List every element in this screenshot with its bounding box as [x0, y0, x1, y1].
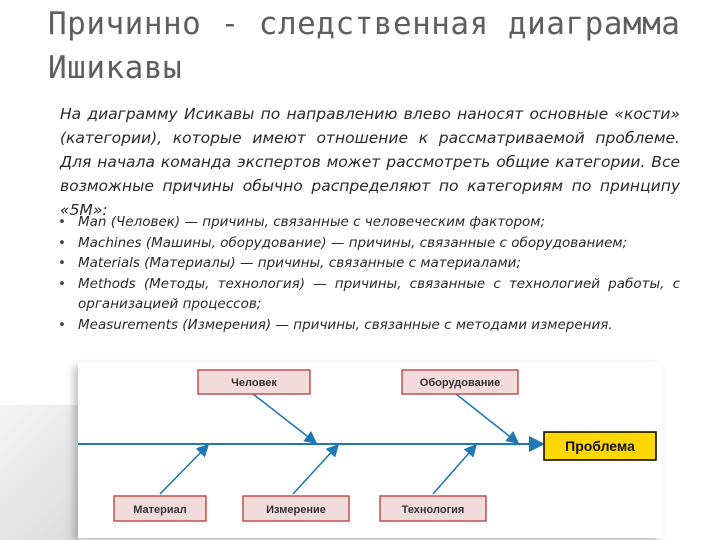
- cause-label: Технология: [401, 504, 465, 516]
- cause-label: Человек: [231, 377, 277, 389]
- bone-bottom-1: [160, 445, 208, 494]
- bullet-text: Machines (Машины, оборудование) — причины, связанные с оборудованием;: [78, 234, 628, 251]
- bone-top-1: [253, 394, 316, 443]
- ishikawa-diagram: [78, 362, 662, 538]
- cause-label: Измерение: [266, 504, 326, 516]
- categories-list: [58, 212, 680, 335]
- bullet-symbol: •: [58, 234, 66, 251]
- effect-label: Проблема: [565, 438, 635, 454]
- cause-box-technology: [380, 496, 486, 521]
- bullet-text: Methods (Методы, технология) — причины, связанные с технологией работы, с организацией процессов;: [78, 275, 680, 312]
- cause-label: Оборудование: [419, 377, 501, 389]
- bullet-symbol: •: [58, 255, 66, 271]
- decorative-shadow: [0, 405, 78, 540]
- bone-top-2: [456, 394, 518, 443]
- bullet-symbol: •: [58, 275, 66, 292]
- effect-box: [544, 432, 656, 460]
- cause-box-person: [198, 370, 310, 394]
- bone-bottom-3: [433, 445, 476, 494]
- list-item: [58, 233, 680, 254]
- cause-label: Материал: [133, 504, 187, 516]
- fishbone-svg: [78, 362, 662, 538]
- bullet-text: Measurements (Измерения) — причины, связанные с методами измерения.: [78, 316, 613, 333]
- list-item: [58, 315, 680, 336]
- cause-box-material: [114, 496, 206, 521]
- list-item: [58, 212, 680, 233]
- page-title: Причинно - следственная диаграмма Ишикавы: [48, 6, 681, 86]
- list-item: [58, 274, 680, 315]
- bullet-text: Man (Человек) — причины, связанные с человеческим фактором;: [78, 214, 546, 230]
- cause-box-equipment: [402, 370, 518, 394]
- bullet-symbol: •: [58, 214, 66, 230]
- bone-bottom-2: [293, 445, 338, 494]
- bullet-text: Materials (Материалы) — причины, связанные с материалами;: [78, 255, 521, 271]
- cause-box-measurement: [243, 496, 349, 521]
- list-item: [58, 253, 680, 274]
- intro-paragraph: На диаграмму Исикавы по направлению влево наносят основные «кости» (категории), которые имеют отношение к рассматриваемой проблеме. Для начала команда экспертов может рассмотреть общие категории. Все возможные причины обычно распределяют по категориям по принципу «5М»:: [60, 105, 680, 219]
- bullet-symbol: •: [58, 316, 66, 333]
